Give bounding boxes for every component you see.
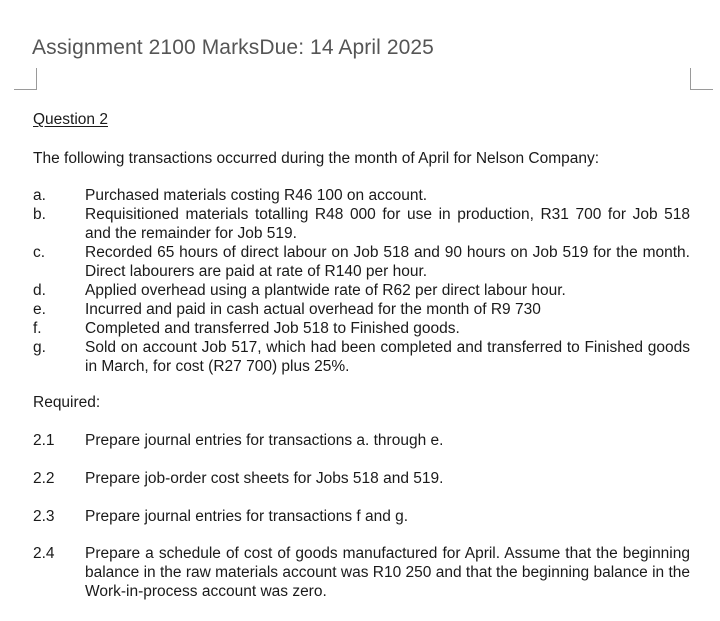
transaction-item-c	[33, 243, 690, 281]
margin-corner-marker-right	[690, 68, 713, 90]
transaction-item-e	[33, 300, 690, 319]
transaction-item-d	[33, 281, 690, 300]
requirement-text: Prepare a schedule of cost of goods manufactured for April. Assume that the beginning balance in the raw materials account was R10 250 and that the beginning balance in the Work-in-process account was zero.	[85, 545, 690, 600]
transaction-text: Requisitioned materials totalling R48 000 for use in production, R31 700 for Job 518 and the remainder for Job 519.	[85, 206, 690, 242]
transaction-list	[33, 186, 690, 376]
requirement-number: 2.4	[33, 545, 55, 562]
requirement-number: 2.1	[33, 432, 55, 449]
transaction-letter: g.	[33, 339, 46, 356]
transaction-text: Completed and transferred Job 518 to Finished goods.	[85, 320, 460, 337]
transaction-letter: b.	[33, 206, 46, 223]
transaction-item-g	[33, 338, 690, 376]
transaction-text: Incurred and paid in cash actual overhead for the month of R9 730	[85, 301, 541, 318]
requirement-text: Prepare journal entries for transactions f and g.	[85, 508, 409, 525]
requirement-2-2	[33, 469, 690, 488]
transaction-item-a	[33, 186, 690, 205]
transaction-text: Purchased materials costing R46 100 on account.	[85, 187, 428, 204]
transaction-letter: e.	[33, 301, 46, 318]
transaction-letter: c.	[33, 244, 46, 261]
transaction-item-f	[33, 319, 690, 338]
question-heading: Question 2	[33, 111, 108, 128]
transaction-text: Recorded 65 hours of direct labour on Job 518 and 90 hours on Job 519 for the month. Direct labourers are paid at rate of R140 per hour.	[85, 244, 690, 280]
document-title: Assignment 2100 MarksDue: 14 April 2025	[32, 36, 434, 59]
requirement-number: 2.3	[33, 508, 55, 525]
requirement-2-4	[33, 544, 690, 601]
question-intro: The following transactions occurred during the month of April for Nelson Company:	[33, 150, 600, 167]
transaction-text: Applied overhead using a plantwide rate of R62 per direct labour hour.	[85, 282, 566, 299]
transaction-item-b	[33, 205, 690, 243]
transaction-letter: d.	[33, 282, 46, 299]
requirement-text: Prepare job-order cost sheets for Jobs 518 and 519.	[85, 470, 444, 487]
requirement-number: 2.2	[33, 470, 55, 487]
requirement-2-1	[33, 431, 690, 450]
transaction-letter: f.	[33, 320, 42, 337]
required-label: Required:	[33, 394, 101, 411]
requirement-2-3	[33, 507, 690, 526]
requirement-text: Prepare journal entries for transactions a. through e.	[85, 432, 444, 449]
transaction-letter: a.	[33, 187, 46, 204]
transaction-text: Sold on account Job 517, which had been completed and transferred to Finished goods in March, for cost (R27 700) plus 25%.	[85, 339, 690, 375]
margin-corner-marker-left	[14, 68, 37, 90]
